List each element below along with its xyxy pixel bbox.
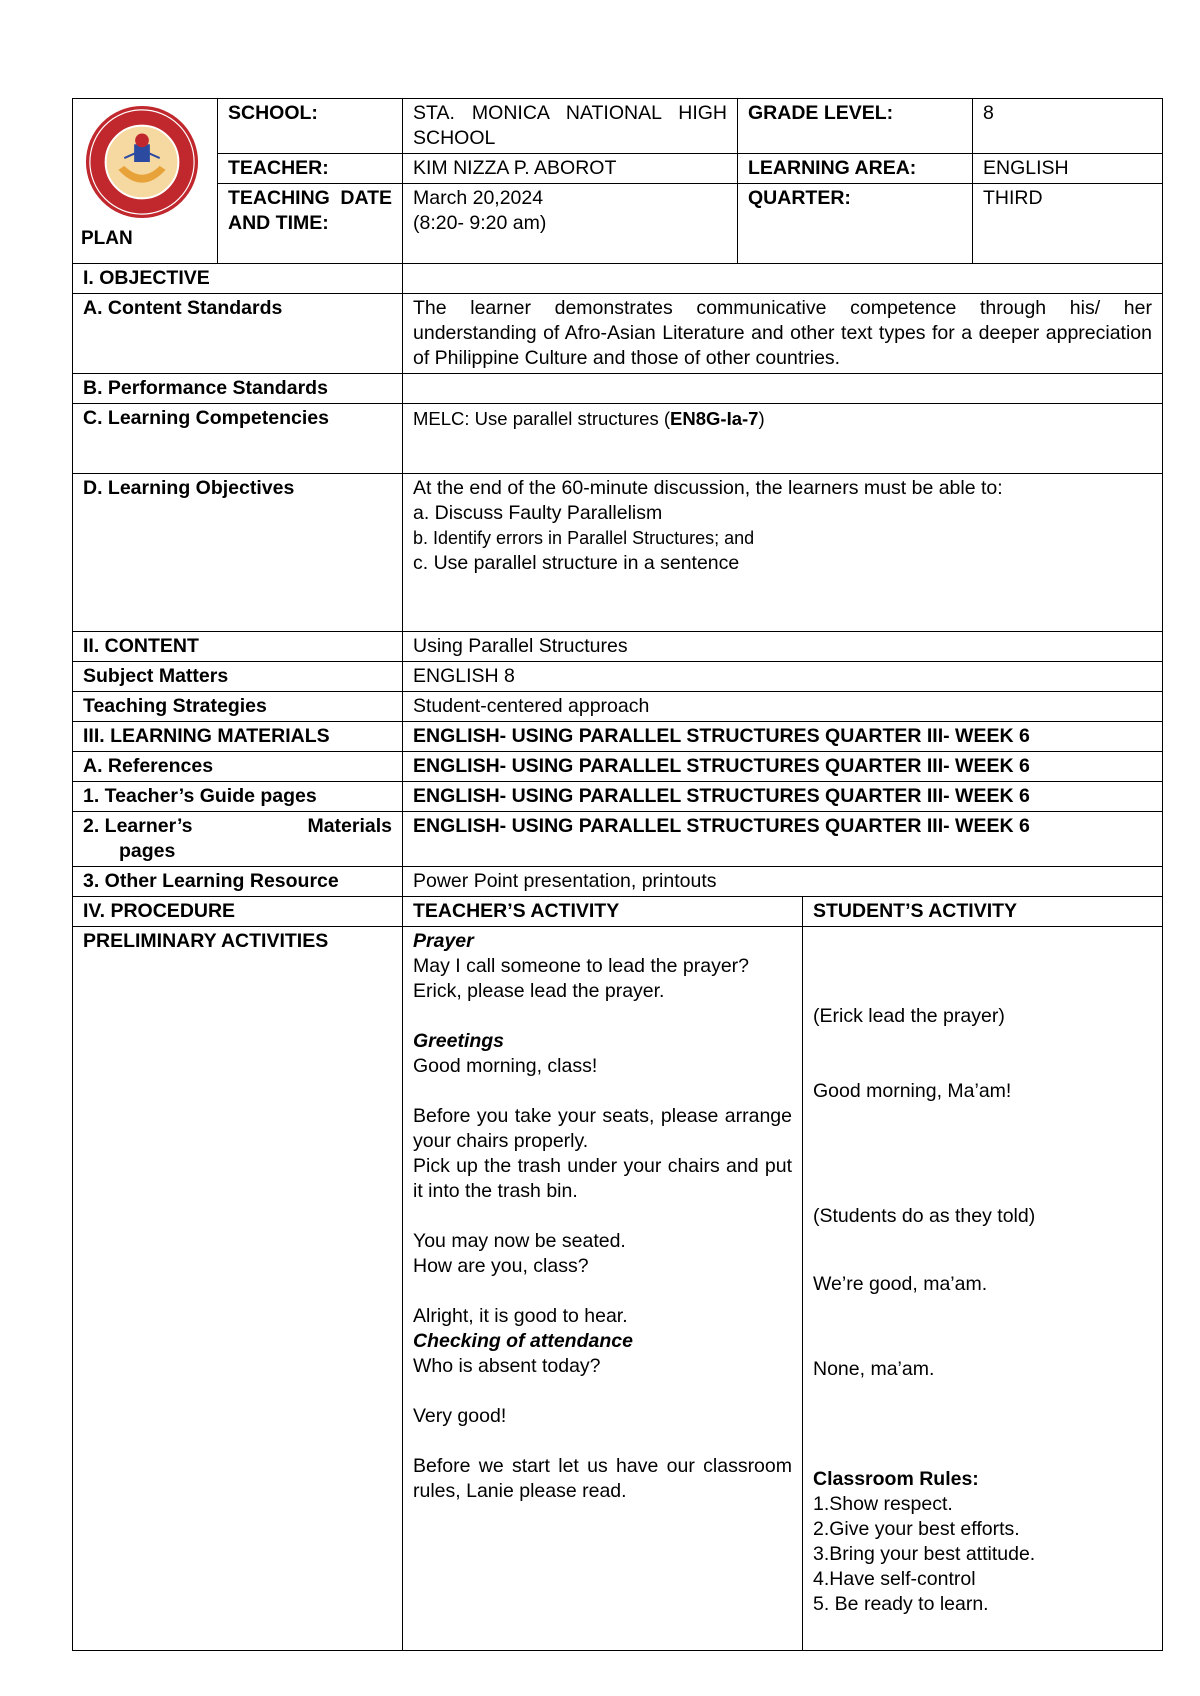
teacher-value: KIM NIZZA P. ABOROT [403,154,738,184]
school-value: STA. MONICA NATIONAL HIGH SCHOOL [403,99,738,154]
learners-materials-value: ENGLISH- USING PARALLEL STRUCTURES QUARTER III- WEEK 6 [403,812,1163,867]
classroom-rules-title: Classroom Rules: [813,1468,979,1490]
teachers-guide-value: ENGLISH- USING PARALLEL STRUCTURES QUARTER III- WEEK 6 [403,782,1163,812]
content-standards-value: The learner demonstrates communicative competence through his/ her understanding of Afro-Asian Literature and other text types for a deeper appreciation of Philippine Culture and those of other countries. [403,294,1163,374]
prayer-title: Prayer [413,930,474,952]
objective-b: b. Identify errors in Parallel Structures; and [413,528,755,548]
student-good-line: We’re good, ma’am. [813,1273,988,1295]
teacher-activity-cell [403,927,803,1651]
rules-intro-line: Before we start let us have our classroom rules, Lanie please read. [413,1455,792,1502]
greetings-title: Greetings [413,1030,505,1052]
alright-line: Alright, it is good to hear. [413,1305,628,1327]
competencies-code: EN8G-Ia-7 [670,408,759,429]
objectives-intro: At the end of the 60-minute discussion, the learners must be able to: [413,477,1003,499]
seats-line-1: Before you take your seats, please arrange your chairs properly. [413,1105,792,1152]
learners-materials-label-2: Materials [307,815,392,837]
rule-1: 1.Show respect. [813,1493,953,1515]
student-activity-cell [803,927,1163,1651]
student-none-line: None, ma’am. [813,1358,935,1380]
learners-materials-label-3: pages [119,840,176,862]
seats-line-2: Pick up the trash under your chairs and put it into the trash bin. [413,1155,792,1202]
performance-standards-value [403,374,1163,404]
student-told-line: (Students do as they told) [813,1205,1036,1227]
teachers-guide-label: 1. Teacher’s Guide pages [73,782,403,812]
lesson-plan-grid [72,98,1163,1651]
content-standards-label: A. Content Standards [73,294,403,374]
quarter-label: QUARTER: [738,184,973,264]
student-prayer-line: (Erick lead the prayer) [813,1005,1005,1027]
learning-area-value: ENGLISH [973,154,1163,184]
learners-materials-label [73,812,403,867]
plan-label: PLAN [81,228,133,249]
prayer-line-1: May I call someone to lead the prayer? [413,955,750,977]
references-value: ENGLISH- USING PARALLEL STRUCTURES QUARTER III- WEEK 6 [403,752,1163,782]
teaching-date-label: TEACHING DATE AND TIME: [218,184,403,264]
teacher-activity-heading: TEACHER’S ACTIVITY [403,897,803,927]
learning-competencies-value [403,404,1163,474]
other-resource-value: Power Point presentation, printouts [403,867,1163,897]
greetings-line-1: Good morning, class! [413,1055,598,1077]
seated-line-2: How are you, class? [413,1255,589,1277]
competencies-suffix: ) [758,408,765,429]
teaching-strategies-label: Teaching Strategies [73,692,403,722]
student-activity-heading: STUDENT’S ACTIVITY [803,897,1163,927]
teaching-date-value [403,184,738,264]
prayer-line-2: Erick, please lead the prayer. [413,980,665,1002]
performance-standards-label: B. Performance Standards [73,374,403,404]
school-seal-logo [83,103,201,221]
school-label: SCHOOL: [218,99,403,154]
seated-line-1: You may now be seated. [413,1230,626,1252]
subject-matters-value: ENGLISH 8 [403,662,1163,692]
objective-a: a. Discuss Faulty Parallelism [413,502,663,524]
attendance-line-1: Who is absent today? [413,1355,601,1377]
learning-materials-label: III. LEARNING MATERIALS [73,722,403,752]
rule-2: 2.Give your best efforts. [813,1518,1020,1540]
references-label: A. References [73,752,403,782]
date-value: March 20,2024 [413,187,544,209]
learning-materials-value: ENGLISH- USING PARALLEL STRUCTURES QUARTER III- WEEK 6 [403,722,1163,752]
grade-level-label: GRADE LEVEL: [738,99,973,154]
student-greeting-line: Good morning, Ma’am! [813,1080,1012,1102]
preliminary-activities-label: PRELIMINARY ACTIVITIES [73,927,403,1651]
grade-level-value: 8 [973,99,1163,154]
objective-heading: I. OBJECTIVE [73,264,403,294]
objective-empty [403,264,1163,294]
competencies-prefix: MELC: Use parallel structures ( [413,408,671,429]
learning-area-label: LEARNING AREA: [738,154,973,184]
attendance-title: Checking of attendance [413,1330,633,1352]
lesson-plan [72,98,1162,1651]
content-label: II. CONTENT [73,632,403,662]
time-value: (8:20- 9:20 am) [413,212,547,234]
other-resource-label: 3. Other Learning Resource [73,867,403,897]
teaching-strategies-value: Student-centered approach [403,692,1163,722]
learners-materials-label-1: 2. Learner’s [83,815,193,837]
learning-objectives-value [403,474,1163,632]
rule-3: 3.Bring your best attitude. [813,1543,1036,1565]
quarter-value: THIRD [973,184,1163,264]
subject-matters-label: Subject Matters [73,662,403,692]
learning-objectives-label: D. Learning Objectives [73,474,403,632]
rule-5: 5. Be ready to learn. [813,1593,989,1615]
procedure-label: IV. PROCEDURE [73,897,403,927]
logo-cell [73,99,218,264]
teacher-label: TEACHER: [218,154,403,184]
learning-competencies-label: C. Learning Competencies [73,404,403,474]
content-value: Using Parallel Structures [403,632,1163,662]
very-good-line: Very good! [413,1405,507,1427]
objective-c: c. Use parallel structure in a sentence [413,552,740,574]
rule-4: 4.Have self-control [813,1568,976,1590]
